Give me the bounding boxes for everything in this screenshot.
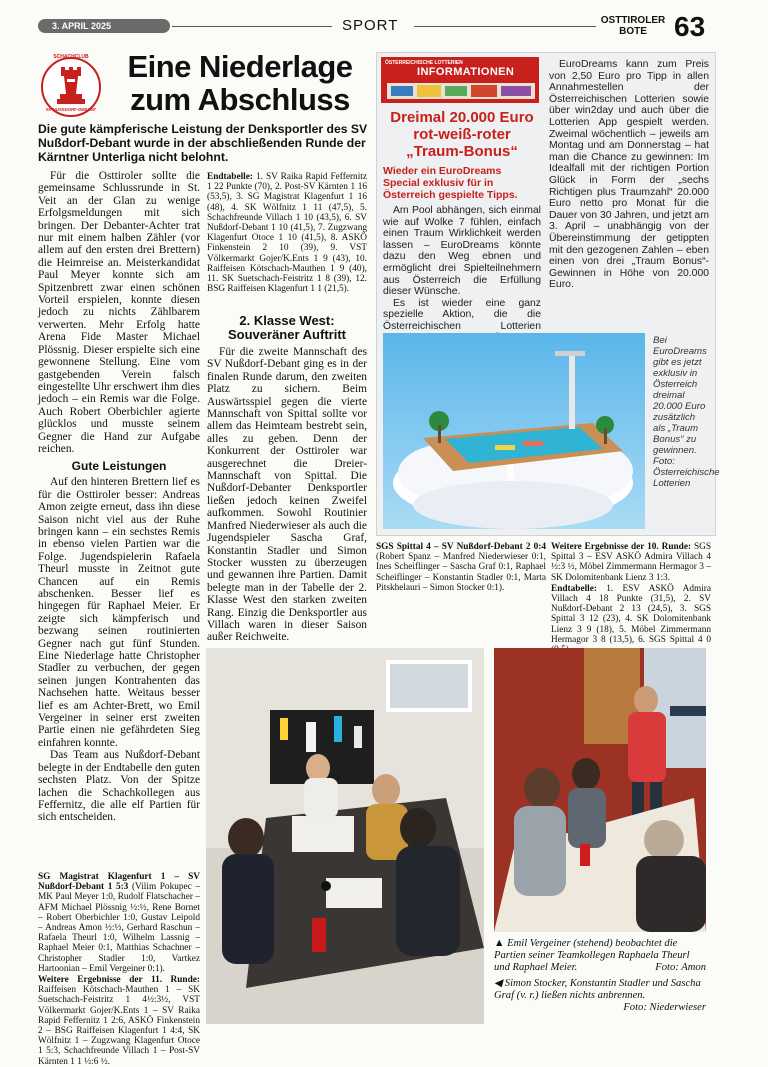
table-heading: Endtabelle: xyxy=(207,172,253,182)
advert-lead: Wieder ein EuroDreams Special exklusiv für in Österreich gespielte Tipps. xyxy=(383,165,518,201)
result-entry xyxy=(376,542,546,593)
paragraph: Für die zweite Mannschaft des SV Nußdorf-Debant ging es in der finalen Runde darum, den zweiten Platz zu sichern. Beim Auswärtsspiel gegen die vierte Mannschaft von Spittal sollte vor allem das Heimteam bestrebt sein, alles zu geben. Denn der Konkurrent der Osttiroler war ausgerechnet die Dreier-Mannschaft von Spittal. Die Nußdorf-Debanter Denksportler ließen jedoch keinen Zweifel aufkommen. Sowohl Routinier Manfred Niederwieser als auch die Jugendspieler Sascha Graf, Konstantin Stadler und Simon Stocker wussten zu überzeugen und gewannen ihre Partien. Damit belegte man in der Tabelle der 2. Klasse West den starken zweiten Rang. Einzig die Denksportler aus Villach waren in dieser Saison außer Reichweite. xyxy=(207,346,367,644)
headline-line-1: Eine Niederlage xyxy=(127,49,353,84)
publication-name xyxy=(598,15,668,37)
lotterien-advert xyxy=(376,52,720,536)
table-text: 1. SV Raika Rapid Feffernitz 1 22 Punkte (70), 2. Post-SV Kärnten 1 16 (53,5), 3. SG Magistrat Klagenfurt 1 16 (48), 4. SK Wölfnitz 1 11 (47,5), 5. Schachfreunde Villach 1 10 (43,5), 6. SV Nußdorf-Debant 1 10 (41,5), 7. Zugzwang Klagenfurt Otoce 1 10 (41,5), 8. ASKÖ Finkenstein 2 10 (39), 9. VST Völkermarkt Gojer/K.Ents 1 9 (43), 10. Raiffeisen Kötschach-Mauthen 1 9 (40), 11. SK Suetschach-Feistritz 1 8 (39), 12. BSG Raiffeisen Klagenfurt 1 1 (21,5). xyxy=(207,172,367,295)
result-heading: SG Magistrat Klagenfurt 1 – SV Nußdorf-Debant 1 5:3 xyxy=(38,872,200,893)
club-logo xyxy=(40,56,102,118)
paragraph: Das Team aus Nußdorf-Debant belegte in der Endtabelle den guten sechsten Platz. Von der Spitze lachen die Schachkollegen aus Feffernitz, die alle elf Partien für sich entscheiden. xyxy=(38,749,200,824)
header-rule-right xyxy=(414,26,596,27)
advert-banner-title: INFORMATIONEN xyxy=(417,66,515,78)
advert-paragraph: EuroDreams kann zum Preis von 2,50 Euro pro Tipp in allen Annahmestellen der Österreichischen Lotterien sowie über win2day und auch über die Lotterien App gespielt werden. Zweimal wöchentlich – jeweils am Montag und am Donnerstag – hat man die Chance zu gewinnen: Im Idealfall mit der richtigen Portion Glück in Form der „sechs Richtigen plus Traumzahl“ 20.000 Euro netto pro Monat für die Dauer von 30 Jahren, und jetzt am 3. April – unabhängig von der Übereinstimmung der getippten mit den gezogenen Zahlen – eben einen von drei „Traum Bonus“-Gewinnen in Höhe von 20.000 Euro. xyxy=(549,59,709,291)
subheading-line-2: Souveräner Auftritt xyxy=(228,327,346,342)
article-column-2 xyxy=(207,346,367,644)
result-text: (Robert Spanz – Manfred Niederwieser 0:1, Ines Scheiflinger – Sascha Graf 0:1, Raphael Scheiflinger – Konstantin Stadler 0:1, Marta Pitskhelauri – Simon Stocker 0:1). xyxy=(376,552,546,593)
article-headline xyxy=(120,50,360,116)
advert-paragraph: Am Pool abhängen, sich einmal wie auf Wolke 7 fühlen, einfach einen Traum Wirklichkeit werden lassen – EuroDreams könnte dazu den Weg ebnen und ermöglicht drei Spielteilnehmern aus Österreich die Erfüllung dieser Wünsche. xyxy=(383,205,541,298)
logo-text-bottom: SV NUSSDORF-DEBANT xyxy=(45,107,97,112)
table-text: 1. ESV ASKÖ Admira Villach 4 18 Punkte (31,5), 2. SV Nußdorf-Debant 2 13 (24,5), 3. SGS Spittal 3 12 (23), 4. SK Dolomitenbank Lienz 3 9 (18), 5. Möbel Zimmermann Hermagor 3 8 (13,5), 6. SGS Spittal 4 0 xyxy=(551,583,712,645)
results-block-3 xyxy=(551,542,712,645)
advert-text-col-2 xyxy=(549,59,709,325)
photo-caption-1 xyxy=(494,938,706,974)
subheading-2-klasse-west xyxy=(207,314,367,342)
logo-text-top: SCHACHCLUB xyxy=(53,54,89,60)
table-entry xyxy=(207,172,367,294)
result-heading: SGS Spittal 4 – SV Nußdorf-Debant 2 0:4 xyxy=(376,542,546,552)
result-text: SGS Spittal 3 – ESV ASKÖ Admira Villach 4 ½:3 ½, Möbel Zimmermann Hermagor 3 – SK Dolomitenbank Lienz 3 1:3. xyxy=(551,542,712,583)
lotterien-brand: ÖSTERREICHISCHE LOTTERIEN xyxy=(385,60,463,66)
photo-caption-2-text: ◀ Simon Stocker, Konstantin Stadler und Sascha Graf (v. r.) ließen nichts anbrennen. xyxy=(494,978,701,1001)
chess-team-photo-2 xyxy=(494,648,706,932)
photo-players-at-table xyxy=(206,648,484,1024)
subheading-line-1: 2. Klasse West: xyxy=(239,313,335,328)
results-block-2 xyxy=(376,542,546,638)
header-rule-left xyxy=(172,26,332,27)
results-table-1 xyxy=(207,172,367,310)
advert-paragraph: Es ist wieder eine ganz spezielle Aktion, die die Österreichischen Lotterien xyxy=(383,297,541,332)
photo-standing-player xyxy=(494,648,706,932)
table-entry xyxy=(551,584,711,655)
result-text: (Vilim Pokupec – MK Paul Meyer 1:0, Rudolf Flatschacher – AFM Michael Plössnig ½:½, Rene Bornet – Robert Oberbichler 1:0, Gustav Leipold – Andreas Amon ½:½, Gerhard Raschun – Rafaela Theurl 1:0, Wilhelm Lassnig – Raphael Meier 0:1, Matthias Schachner – Christopher Stadler 1:0, Vartkez Hartoonian – Emil Vergeiner 0:1). xyxy=(38,882,201,974)
result-entry xyxy=(38,872,200,974)
result-heading: Weitere Ergebnisse der 11. Runde: xyxy=(38,975,200,986)
advert-text-col-1 xyxy=(383,205,541,332)
article-lead: Die gute kämpferische Leistung der Denksportler des SV Nußdorf-Debant wurde in der abschließenden Runde der Kärntner Unterliga nicht belohnt. xyxy=(38,122,368,164)
photo-credit-1: Foto: Amon xyxy=(655,962,706,973)
pool-on-cloud-image xyxy=(383,333,645,529)
paragraph: Für die Osttiroler sollte die gemeinsame Schlussrunde in St. Veit an der Glan zu wenige Erfolgsmeldungen mit sich bringen. Der Debanter-Achter trat nur mit einem halben Zähler (vor allem auf den ersten drei Brettern) die Heimreise an. Meisterkandidat Paul Meyer konnte sich am Spitzenbrett zwar einen schönen Vorteil erspielen, konnte diesen jedoch zu nichts Zählbarem verwerten. Mehr Erfolg hatte Arena Fide Master Michael Plössnig. Dieser erspielte sich eine gewonnene Stellung. Eine vom gastgebenden Verein falsch eingestellte Uhr erschwert ihm dies jedoch – ein Remis war die Folge. Auch Robert Oberbichler agierte glücklos und musste seinem Gegner die Hand zur Aufgabe reichen. xyxy=(38,170,200,455)
result-entry xyxy=(551,542,711,583)
subheading-gute-leistungen: Gute Leistungen xyxy=(71,459,167,474)
publication-line-1: OSTTIROLER xyxy=(600,15,666,26)
advert-headline-line-1: Dreimal 20.000 Euro xyxy=(390,109,534,126)
page-number: 63 xyxy=(674,11,706,42)
publication-line-2: BOTE xyxy=(619,26,647,37)
result-text: Raiffeisen Kötschach-Mauthen 1 – SK Suetschach-Feistritz 1 4½:3½, VST Völkermarkt Gojer/K.Ents 1 – SV Raika Rapid Feffernitz 1 2:6, ASKÖ Finkenstein 2 – BSG Raiffeisen Klagenfurt 1 4:4, SK Wölfnitz 1 – Zugzwang Klagenfurt Otoce 1 5:3, Schachfreunde Villach 1 – Post-SV Kärnten 1 1 ½:6 ½. xyxy=(38,985,200,1067)
advert-headline xyxy=(381,109,543,160)
section-label: SPORT xyxy=(342,17,399,34)
pool-illustration xyxy=(383,333,645,529)
table-heading: Endtabelle: xyxy=(551,583,597,594)
advert-headline-line-3: „Traum-Bonus“ xyxy=(406,143,518,160)
advert-image-caption: Bei EuroDreams gibt es jetzt exklusiv in Österreich dreimal 20.000 Euro zusätzlich als „Traum Bonus“ zu gewinnen. Foto: Österreichische Lotterien xyxy=(653,335,720,489)
advert-banner xyxy=(381,57,539,103)
result-heading: Weitere Ergebnisse der 10. Runde: xyxy=(551,542,692,552)
results-block-1 xyxy=(38,872,201,1067)
issue-date: 3. APRIL 2025 xyxy=(38,19,170,33)
article-column-1 xyxy=(38,170,200,872)
advert-headline-line-2: rot-weiß-roter xyxy=(413,126,511,143)
headline-line-2: zum Abschluss xyxy=(130,82,350,117)
photo-credit-2: Foto: Niederwieser xyxy=(623,1002,706,1013)
paragraph: Auf den hinteren Brettern lief es für die Osttiroler besser: Andreas Amon zeigte erneut, dass ihn diese Saison nicht viel aus der Ruhe bringen kann – ein sechstes Remis in ebenso vielen Partien war die Folge. Jugendspielerin Rafaela Theurl musste in Zeitnot gute Chancen auf ein Remis abschenken. Besser lief es hingegen für Raphael Meier. Er zeigte sich kämpferisch und bezwang seinen routinierten Gegner nach gut fünf Stunden. Eine Niederlage hatte Christopher Stadler zu verbuchen, der gegen seinen jungen Kontrahenten das Nachsehen hatte. Weitaus besser lief es am Achter-Brett, wo Emil Vergeiner in seiner erst zweiten Partie einen nie gefährdeten Sieg einfahren konnte. xyxy=(38,476,200,749)
photo-caption-2 xyxy=(494,978,706,1014)
lottery-tickets-graphic xyxy=(387,83,535,99)
result-entry xyxy=(38,975,200,1067)
photo-caption-1-text: ▲ Emil Vergeiner (stehend) beobachtet die Partien seiner Teamkollegen Raphaela Theurl und Raphael Meier. xyxy=(494,938,690,973)
chess-team-photo-1 xyxy=(206,648,484,1024)
